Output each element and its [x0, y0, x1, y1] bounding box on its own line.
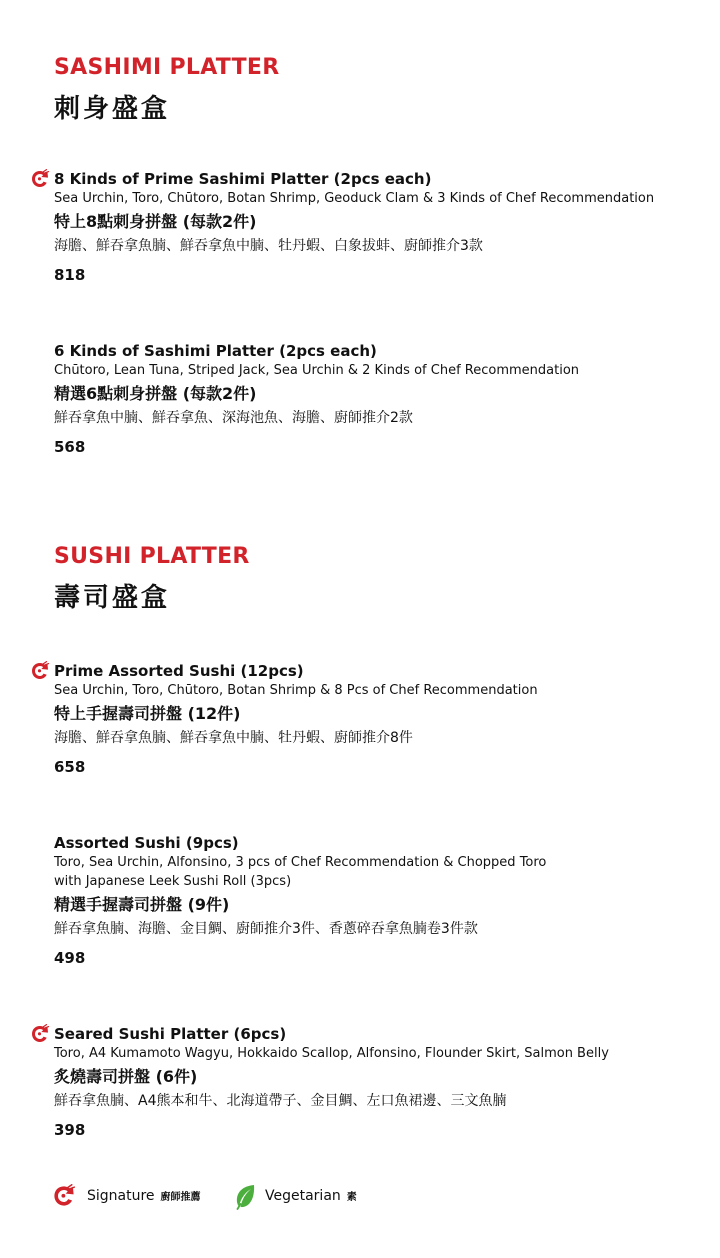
menu-item [54, 833, 694, 967]
legend-vegetarian-label: Vegetarian [265, 1188, 341, 1204]
shrimp-icon [30, 169, 50, 189]
shrimp-icon [52, 1184, 76, 1208]
section-title-sushi-zh: 壽司盛盒 [54, 583, 171, 613]
item-name-zh: 炙燒壽司拼盤 (6件) [54, 1067, 198, 1086]
item-description: Sea Urchin, Toro, Chūtoro, Botan Shrimp & 8 Pcs of Chef Recommendation [54, 683, 538, 698]
item-name: Prime Assorted Sushi (12pcs) [54, 662, 304, 680]
menu-item [54, 1024, 694, 1139]
section-title-sushi-en: SUSHI PLATTER [54, 544, 250, 569]
item-description-zh: 鮮吞拿魚腩、海膽、金目鯛、廚師推介3件、香蔥碎吞拿魚腩卷3件款 [54, 921, 478, 937]
section-title-sashimi-zh: 刺身盛盒 [54, 94, 171, 124]
item-description: Chūtoro, Lean Tuna, Striped Jack, Sea Urchin & 2 Kinds of Chef Recommendation [54, 363, 580, 378]
menu-item [54, 341, 694, 456]
item-name: Assorted Sushi (9pcs) [54, 834, 239, 852]
menu-item [54, 661, 694, 776]
item-description-line2: with Japanese Leek Sushi Roll (3pcs) [54, 874, 292, 889]
item-description: Sea Urchin, Toro, Chūtoro, Botan Shrimp, Geoduck Clam & 3 Kinds of Chef Recommendation [54, 191, 655, 206]
item-price: 568 [54, 438, 86, 456]
item-name-zh: 特上手握壽司拼盤 (12件) [54, 704, 241, 723]
item-description-zh: 鮮吞拿魚中腩、鮮吞拿魚、深海池魚、海膽、廚師推介2款 [54, 410, 413, 426]
shrimp-icon [30, 661, 50, 681]
shrimp-icon [30, 1024, 50, 1044]
legend-signature-label: Signature [87, 1188, 155, 1204]
leaf-icon [234, 1184, 256, 1210]
item-name-zh: 精選手握壽司拼盤 (9件) [54, 895, 230, 914]
item-price: 818 [54, 266, 86, 284]
item-name: 6 Kinds of Sashimi Platter (2pcs each) [54, 342, 377, 360]
legend-signature-label-zh: 廚師推薦 [160, 1192, 201, 1203]
item-description-zh: 鮮吞拿魚腩、A4熊本和牛、北海道帶子、金目鯛、左口魚裙邊、三文魚腩 [54, 1093, 507, 1109]
section-title-sashimi-en: SASHIMI PLATTER [54, 55, 280, 80]
legend-vegetarian [265, 1188, 357, 1204]
item-name-zh: 精選6點刺身拼盤 (每款2件) [54, 384, 257, 403]
item-name-zh: 特上8點刺身拼盤 (每款2件) [54, 212, 257, 231]
item-name: Seared Sushi Platter (6pcs) [54, 1025, 287, 1043]
menu-item [54, 169, 694, 284]
legend-signature [87, 1188, 201, 1204]
legend-vegetarian-label-zh: 素 [346, 1192, 357, 1203]
item-description-zh: 海膽、鮮吞拿魚腩、鮮吞拿魚中腩、牡丹蝦、廚師推介8件 [54, 730, 413, 746]
item-price: 398 [54, 1121, 86, 1139]
item-price: 658 [54, 758, 86, 776]
item-price: 498 [54, 949, 86, 967]
item-name: 8 Kinds of Prime Sashimi Platter (2pcs each) [54, 170, 432, 188]
item-description-zh: 海膽、鮮吞拿魚腩、鮮吞拿魚中腩、牡丹蝦、白象拔蚌、廚師推介3款 [54, 238, 483, 254]
item-description: Toro, Sea Urchin, Alfonsino, 3 pcs of Chef Recommendation & Chopped Toro [54, 855, 547, 870]
item-description: Toro, A4 Kumamoto Wagyu, Hokkaido Scallop, Alfonsino, Flounder Skirt, Salmon Belly [54, 1046, 609, 1061]
